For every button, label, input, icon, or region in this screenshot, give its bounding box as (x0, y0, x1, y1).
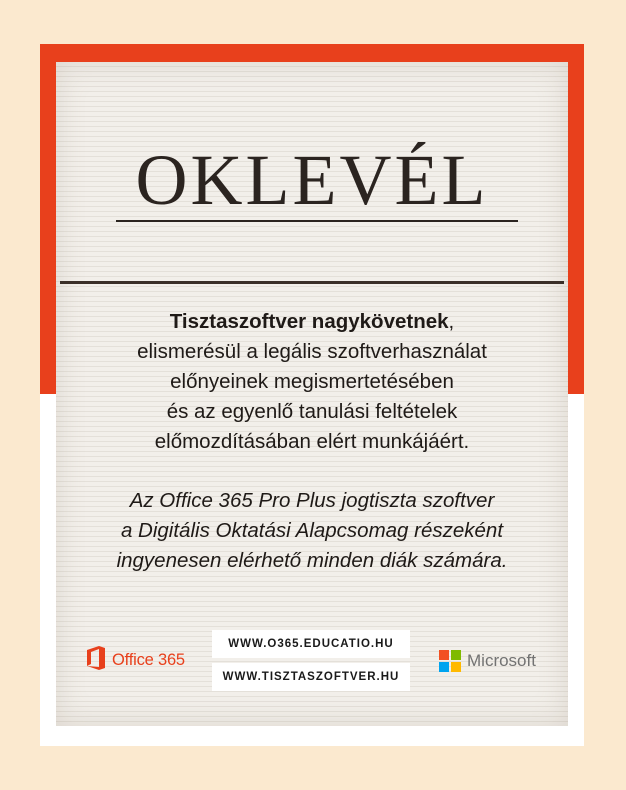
office-icon (86, 646, 106, 675)
recipient-name: Tisztaszoftver nagykövetnek (169, 310, 449, 333)
body-line: elismerésül a legális szoftverhasználat (137, 340, 487, 363)
offer-line: ingyenesen elérhető minden diák számára. (116, 549, 508, 572)
office-365-logo (86, 646, 185, 674)
dedication-text (56, 307, 568, 457)
certificate-title: OKLEVÉL (135, 140, 489, 220)
body-line: előmozdításában elért munkájáért. (154, 430, 470, 453)
office-logo-text: Office 365 (112, 650, 185, 669)
url-educatio-link[interactable]: WWW.O365.EDUCATIO.HU (212, 630, 410, 658)
title-underline (116, 220, 518, 222)
certificate-paper (56, 62, 568, 726)
microsoft-windows-icon (439, 650, 461, 672)
divider-line (60, 281, 564, 284)
offer-text (56, 486, 568, 576)
offer-line: a Digitális Oktatási Alapcsomag részeként (120, 519, 504, 542)
recipient-line (56, 307, 568, 337)
recipient-punctuation: , (448, 310, 455, 333)
offer-line: Az Office 365 Pro Plus jogtiszta szoftver (129, 489, 495, 512)
body-line: és az egyenlő tanulási feltételek (166, 400, 458, 423)
url-tisztaszoftver-link[interactable]: WWW.TISZTASZOFTVER.HU (212, 663, 410, 691)
microsoft-logo (439, 649, 536, 673)
body-line: előnyeinek megismertetésében (170, 370, 454, 393)
microsoft-logo-text: Microsoft (467, 651, 536, 670)
